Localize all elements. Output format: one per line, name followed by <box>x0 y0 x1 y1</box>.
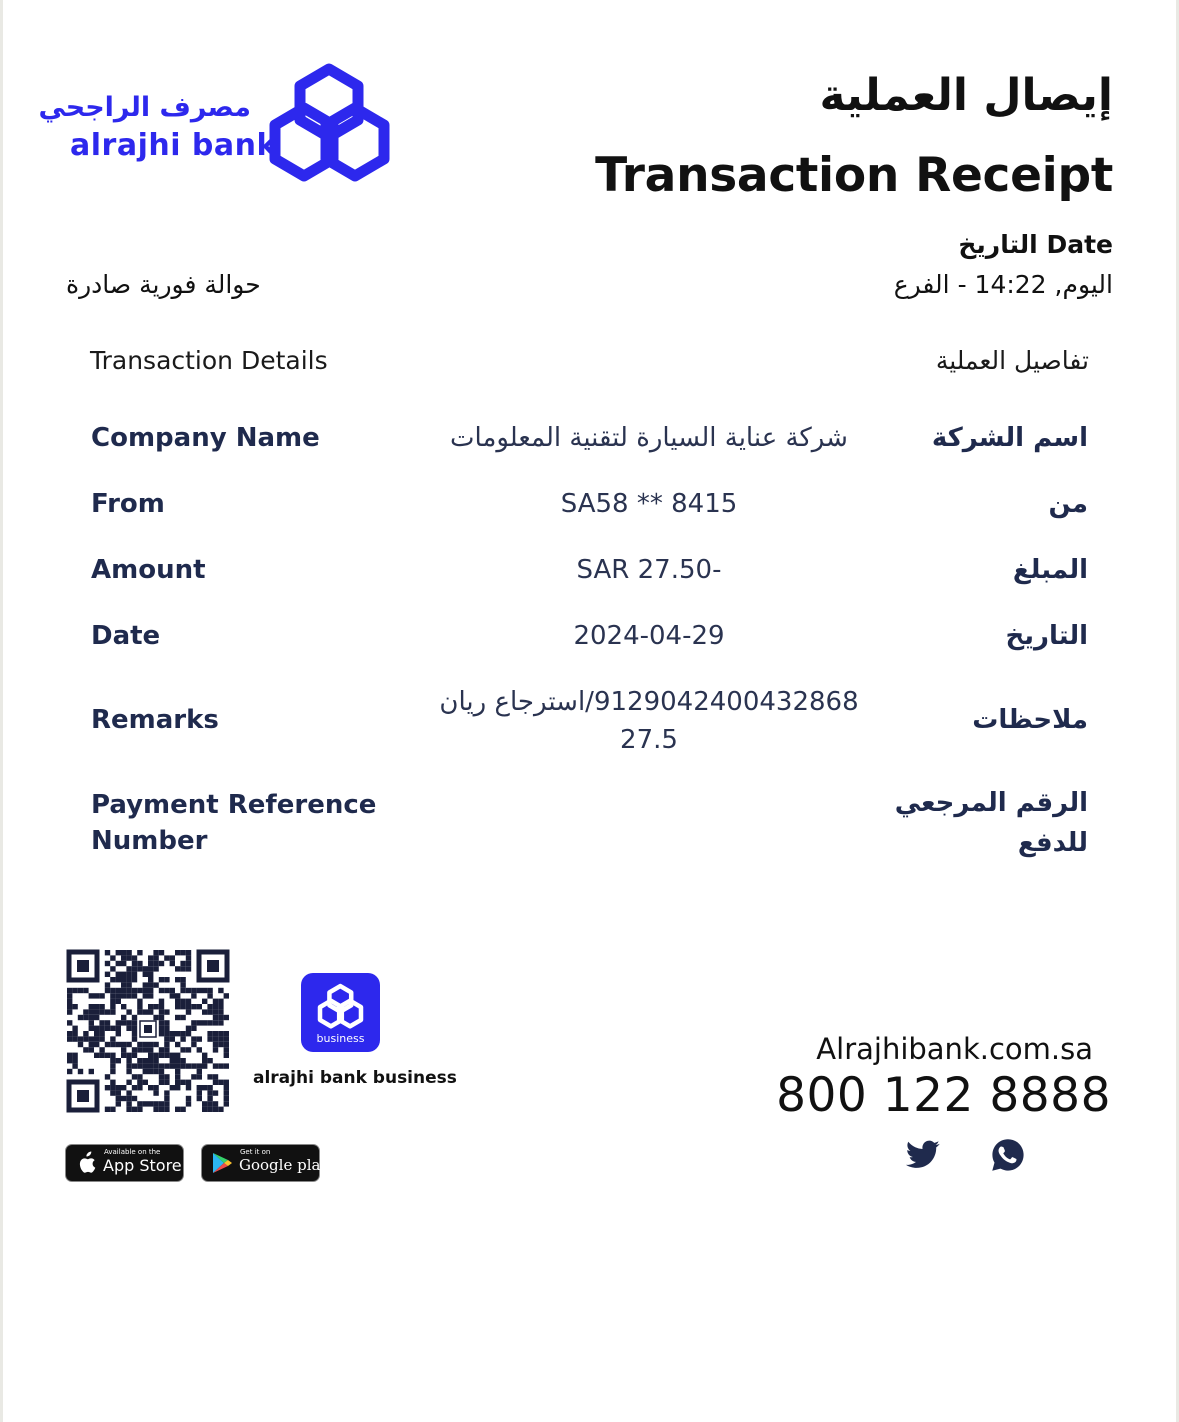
details-heading-english: Transaction Details <box>90 346 328 375</box>
row-label-arabic-line2: للدفع <box>1017 828 1088 858</box>
row-label-english-line1: Payment Reference <box>91 790 377 820</box>
alrajhi-mark-icon <box>317 983 364 1029</box>
row-label-english-line2: Number <box>91 826 208 856</box>
google-play-big-text: Google play <box>239 1156 329 1174</box>
logo-text-arabic: مصرف الراجحي <box>38 92 251 123</box>
row-label-english: Amount <box>91 555 206 585</box>
alrajhi-mark-icon <box>267 62 392 182</box>
row-label-arabic-line1: الرقم المرجعي <box>894 788 1088 818</box>
row-label-english: From <box>91 489 165 519</box>
app-store-big-text: App Store <box>103 1156 182 1175</box>
date-label: التاريخ Date <box>958 230 1113 259</box>
apple-icon <box>76 1151 96 1175</box>
receipt-title-english: Transaction Receipt <box>595 148 1113 203</box>
business-icon-label: business <box>316 1032 365 1045</box>
row-value: 2024-04-29 <box>573 621 725 651</box>
row-label-english: Remarks <box>91 705 219 735</box>
left-edge <box>0 0 3 1422</box>
row-label-arabic: من <box>1048 489 1088 519</box>
whatsapp-icon[interactable] <box>990 1137 1026 1173</box>
date-value: اليوم, 14:22 - الفرع <box>893 270 1113 299</box>
row-value: SA58 ** 8415 <box>560 489 738 519</box>
row-label-english: Date <box>91 621 161 651</box>
logo-text-english: alrajhi bank <box>70 128 277 163</box>
row-value-line2: 27.5 <box>620 725 678 755</box>
row-value: شركة عناية السيارة لتقنية المعلومات <box>450 423 848 453</box>
bank-website-link[interactable]: Alrajhibank.com.sa <box>816 1032 1093 1066</box>
details-heading-arabic: تفاصيل العملية <box>935 346 1089 375</box>
row-label-english: Company Name <box>91 423 320 453</box>
row-value: SAR 27.50- <box>576 555 722 585</box>
receipt-title-arabic: إيصال العملية <box>819 70 1113 121</box>
business-app-name: alrajhi bank business <box>253 1068 457 1088</box>
row-value-line1: 9129042400432868/استرجاع ريان <box>439 687 859 717</box>
row-label-arabic: التاريخ <box>1005 621 1088 651</box>
alrajhi-logo <box>38 62 392 182</box>
google-play-icon <box>211 1152 233 1174</box>
twitter-icon[interactable] <box>905 1137 941 1173</box>
business-app-icon[interactable] <box>301 973 380 1052</box>
google-play-button[interactable] <box>201 1144 329 1182</box>
row-label-arabic: ملاحظات <box>972 705 1088 735</box>
row-label-arabic: اسم الشركة <box>931 423 1088 453</box>
google-play-small-text: Get it on <box>240 1148 271 1156</box>
app-store-button[interactable] <box>65 1144 184 1182</box>
bank-phone-number[interactable]: 800 122 8888 <box>776 1068 1111 1123</box>
app-store-small-text: Available on the <box>104 1148 161 1156</box>
transaction-type: حوالة فورية صادرة <box>66 270 261 299</box>
row-label-arabic: المبلغ <box>1012 555 1088 585</box>
qr-code[interactable] <box>66 949 230 1113</box>
